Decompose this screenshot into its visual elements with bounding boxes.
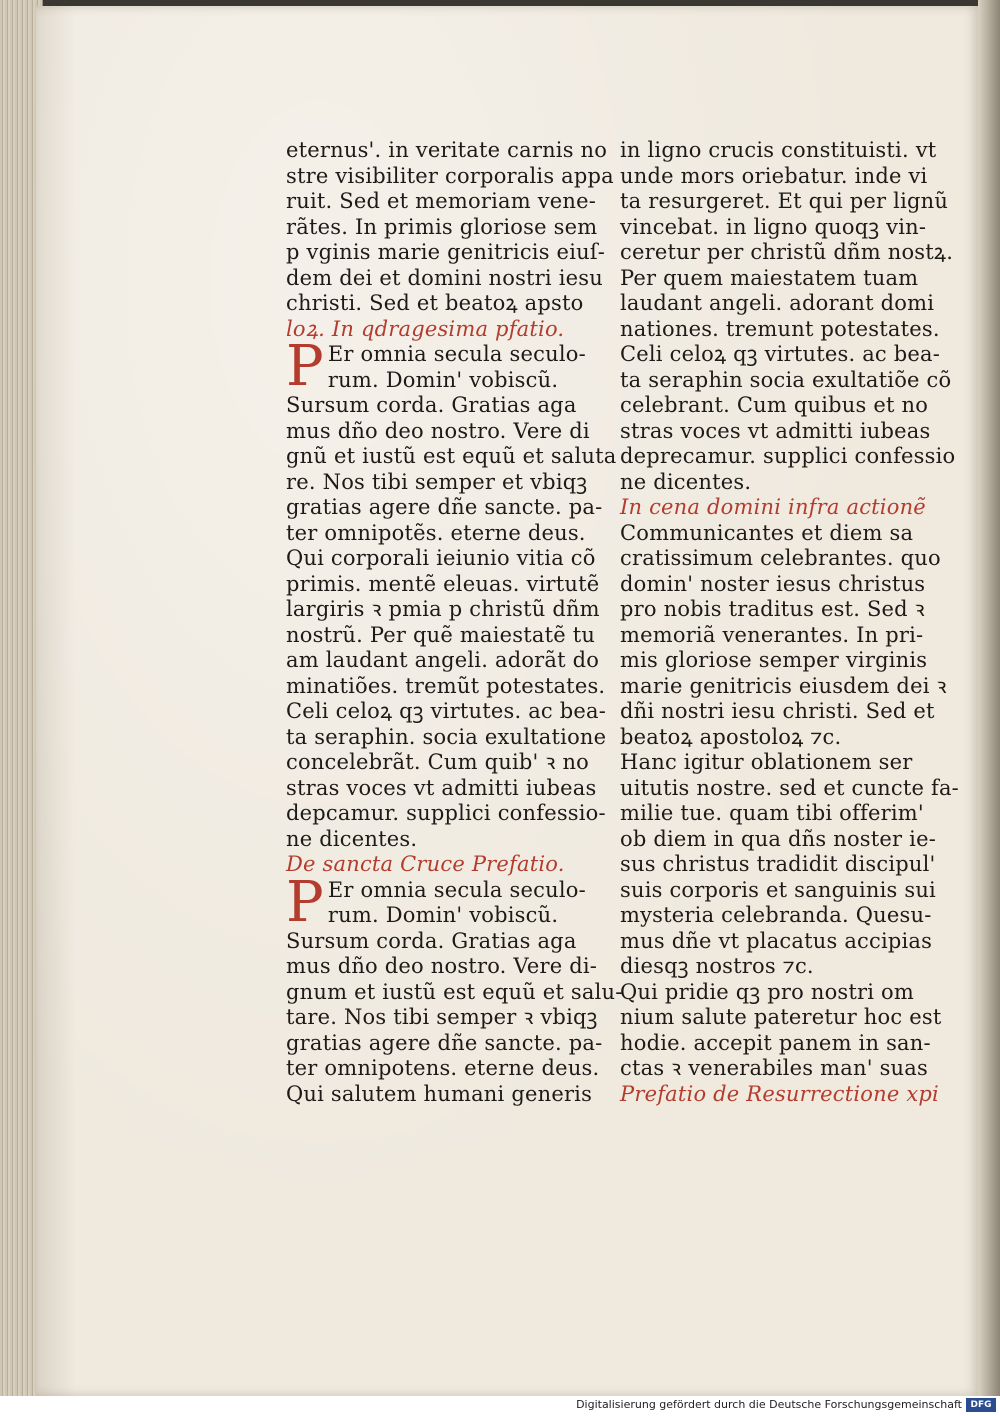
line-text: deprecamur. supplici confessio [620,444,956,468]
line-text: rum. Domin' vobiscũ. [327,367,559,392]
text-line [286,138,608,164]
right-text-column [620,138,959,1107]
text-line [620,597,925,623]
text-line [620,801,924,827]
text-line [286,240,606,266]
line-text: milie tue. quam tibi offerim' [620,801,924,825]
text-line [620,1005,942,1031]
line-text: Qui corporali ieiunio vitia cõ [286,546,596,570]
line-text: sus christus tradidit discipul' [620,852,936,876]
text-line [620,546,941,572]
text-line [620,928,933,955]
line-text: uitutis nostre. sed et cuncte fa- [620,775,959,800]
text-line [286,597,600,623]
text-line [286,622,596,649]
text-line [620,316,940,343]
text-line [620,520,914,547]
left-text-column [286,138,623,1107]
line-text: laudant angeli. adorant domi [620,291,935,315]
text-line [286,673,606,700]
line-text: Per quem maiestatem tuam [620,265,919,290]
line-text: ctas ꝛ venerabiles man' suas [620,1056,928,1080]
line-text: eternus'. in veritate carnis no [286,138,608,162]
line-text: domin' noster iesus christus [620,571,926,596]
text-line [286,469,588,496]
line-text: Sursum corda. Gratias aga [286,393,577,417]
text-line [620,291,935,317]
line-text: ta seraphin. socia exultatione [286,724,607,749]
line-text: loꝝ. In qdragesima pfatio. [286,316,565,341]
text-line [286,368,576,394]
text-line [286,189,597,215]
text-line [620,979,915,1006]
line-text: ta resurgeret. Et qui per lignũ [620,189,949,213]
line-text: gratias agere dñe sancte. pa- [286,1030,603,1055]
text-line [620,138,937,164]
line-text: nationes. tremunt potestates. [620,316,940,341]
line-text: gnum et iustũ est equũ et salu- [286,979,623,1004]
text-line [286,699,607,725]
line-text: stras voces vt admitti iubeas [286,775,597,800]
line-text: nostrũ. Per quẽ maiestatẽ tu [286,622,596,647]
text-line [620,265,919,292]
line-text: Er omnia secula seculo- [327,877,586,902]
line-text: beatoꝝ apostoloꝝ ⁊c. [620,724,842,749]
line-text: Celi celoꝝ qꝫ virtutes. ac bea- [620,342,941,366]
line-text: nium salute pateretur hoc est [620,1005,942,1029]
text-line [620,673,947,700]
text-line [286,317,576,343]
line-text: christi. Sed et beatoꝝ apsto [286,291,584,315]
text-line [620,1056,928,1082]
text-line [620,342,941,368]
line-text: mus dño deo nostro. Vere di- [286,954,598,978]
line-text: ne dicentes. [286,826,418,851]
line-text: mus dño deo nostro. Vere di [286,418,590,443]
text-line [286,291,584,317]
line-text: largiris ꝛ pmia p christũ dñm [286,597,600,621]
line-text: De sancta Cruce Prefatio. [286,852,565,876]
text-line [620,852,936,878]
line-text: vincebat. in ligno quoqꝫ vin- [620,214,927,239]
text-line [286,852,576,878]
line-text: Sursum corda. Gratias aga [286,928,577,953]
text-line [286,1030,603,1057]
line-text: mysteria celebranda. Quesu- [620,903,932,927]
text-line [620,903,932,929]
text-line [286,163,614,190]
text-line [620,444,956,470]
line-text: depcamur. supplici confessio- [286,801,606,825]
line-text: concelebrãt. Cum quib' ꝛ no [286,750,590,774]
line-text: dñi nostri iesu christi. Sed et [620,699,935,723]
line-text: Communicantes et diem sa [620,520,914,545]
line-text: hodie. accepit panem in san- [620,1030,931,1055]
text-line [286,1056,600,1082]
text-line [620,163,928,190]
text-line [286,418,590,445]
text-line [620,367,952,394]
line-text: minatiões. tremũt potestates. [286,673,606,698]
line-text: Er omnia secula seculo- [327,342,586,366]
text-line [620,393,929,419]
text-line [286,903,576,929]
line-text: ceretur per christũ dñm nostꝝ. [620,240,954,264]
text-line [620,240,954,266]
text-line [286,801,606,827]
initial-capital: P [286,869,324,935]
text-line [286,979,623,1006]
line-text: Qui pridie qꝫ pro nostri om [620,979,915,1004]
text-line [286,265,603,292]
line-text: tare. Nos tibi semper ꝛ vbiqꝫ [286,1005,598,1029]
line-text: marie genitricis eiusdem dei ꝛ [620,673,947,698]
line-text: am laudant angeli. adorãt do [286,648,600,672]
text-line [620,1081,939,1108]
line-text: ne dicentes. [620,469,752,494]
line-text: stras voces vt admitti iubeas [620,418,931,443]
initial-capital: P [286,334,324,399]
text-line [286,520,586,547]
text-line [620,699,935,725]
text-line [286,214,598,241]
line-text: In cena domini infra actionẽ [620,495,926,519]
line-text: suis corporis et sanguinis sui [620,877,936,902]
line-text: diesqꝫ nostros ⁊c. [620,954,814,978]
line-text: gnũ et iustũ est equũ et saluta [286,444,617,468]
line-text: cratissimum celebrantes. quo [620,546,941,570]
line-text: stre visibiliter corporalis appa [286,163,614,188]
funding-credit: Digitalisierung gefördert durch die Deutsche Forschungsgemeinschaft [576,1398,962,1411]
text-line [620,622,924,649]
text-line [286,444,617,470]
text-line [286,1005,598,1031]
line-text: Qui salutem humani generis [286,1081,593,1106]
text-line [286,724,607,751]
line-text: primis. mentẽ eleuas. virtutẽ [286,571,600,596]
text-line [620,826,937,853]
line-text: unde mors oriebatur. inde vi [620,163,928,188]
line-text: mus dñe vt placatus accipias [620,928,933,953]
line-text: ruit. Sed et memoriam vene- [286,189,597,213]
text-line [620,1030,931,1057]
line-text: in ligno crucis constituisti. vt [620,138,937,162]
text-line [620,214,927,241]
line-text: rum. Domin' vobiscũ. [327,903,559,927]
line-text: memoriã venerantes. In pri- [620,622,924,647]
line-text: Hanc igitur oblationem ser [620,750,913,774]
text-line [620,648,928,674]
text-line [620,750,913,776]
footer-bar [0,1396,1000,1416]
text-line [286,393,576,419]
line-text: ta seraphin socia exultatiõe cõ [620,367,952,392]
line-text: ob diem in qua dñs noster ie- [620,826,937,851]
text-line [620,571,926,598]
text-line [620,418,931,445]
line-text: Prefatio de Resurrectione xpi [620,1081,939,1106]
line-text: rãtes. In primis gloriose sem [286,214,598,239]
text-line [620,954,910,980]
page-right-edge [978,0,1000,1410]
text-line [286,546,596,572]
text-line [286,495,603,521]
line-text: ter omnipotẽs. eterne deus. [286,520,586,545]
line-text: celebrant. Cum quibus et no [620,393,929,417]
line-text: gratias agere dñe sancte. pa- [286,495,603,519]
line-text: p vginis marie genitricis eiuſ- [286,240,606,264]
text-line [286,1081,593,1108]
text-line [620,725,910,751]
line-text: ter omnipotens. eterne deus. [286,1056,600,1080]
text-line [286,929,576,955]
text-line [620,470,910,496]
line-text: pro nobis traditus est. Sed ꝛ [620,597,925,621]
text-line [286,648,600,674]
text-line [620,495,926,521]
text-line [286,954,598,980]
text-line [286,571,600,598]
text-line [286,775,597,802]
text-line [286,827,576,853]
line-text: mis gloriose semper virginis [620,648,928,672]
line-text: re. Nos tibi semper et vbiqꝫ [286,469,588,494]
text-line [620,877,936,904]
dfg-logo: DFG [966,1398,996,1412]
text-line [286,750,590,776]
line-text: Celi celoꝝ qꝫ virtutes. ac bea- [286,699,607,723]
line-text: dem dei et domini nostri iesu [286,265,603,290]
text-line [620,775,959,802]
text-line [620,189,949,215]
